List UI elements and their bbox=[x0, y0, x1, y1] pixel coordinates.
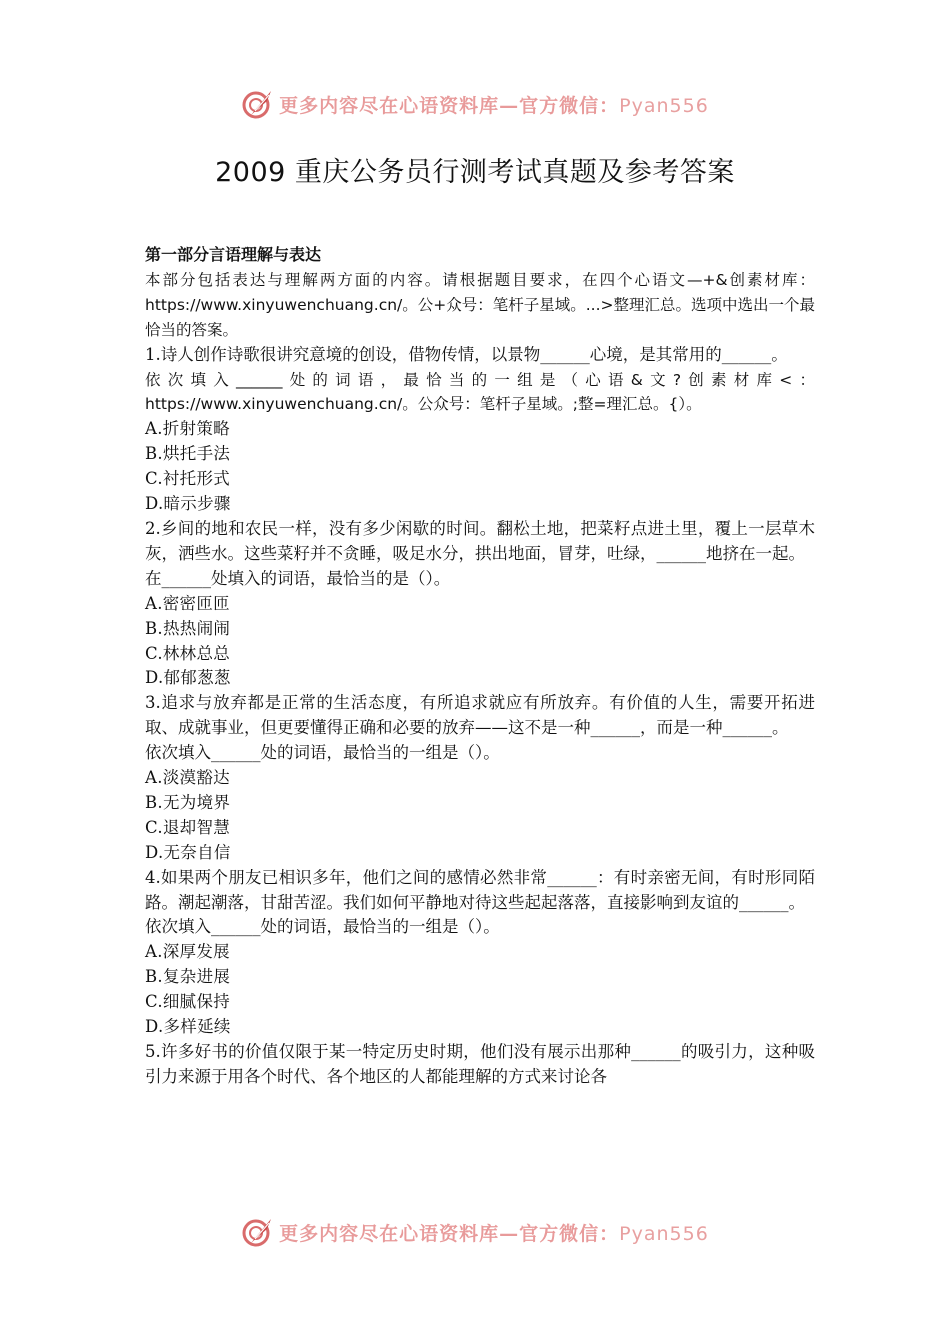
question-3-option-c: C.退却智慧 bbox=[145, 817, 231, 837]
question-2-option-a: A.密密匝匝 bbox=[145, 593, 230, 613]
section-intro: 本部分包括表达与理解两方面的内容。请根据题目要求，在四个心语文—+&创素材库：https://www.xinyuwenchuang.cn/。公+众号：笔杆子星域。...>整理汇总。选项中选出一个最恰当的答案。 bbox=[145, 270, 816, 339]
question-2-stem: 2.乡间的地和农民一样，没有多少闲歇的时间。翻松土地，把菜籽点进土里，覆上一层草木灰，洒些水。这些菜籽并不贪睡，吸足水分，拱出地面，冒芽，吐绿，______地挤在一起。 bbox=[145, 518, 815, 563]
question-1-option-b: B.烘托手法 bbox=[145, 444, 231, 464]
footer-banner-text: 更多内容尽在心语资料库—官方微信：Pyan556 bbox=[279, 1222, 709, 1245]
question-3-prompt: 依次填入______处的词语，最恰当的一组是（）。 bbox=[145, 743, 500, 763]
document-body bbox=[145, 243, 815, 1090]
document-title: 2009 重庆公务员行测考试真题及参考答案 bbox=[215, 157, 735, 188]
question-4-prompt: 依次填入______处的词语，最恰当的一组是（）。 bbox=[145, 917, 500, 937]
header-banner bbox=[0, 84, 950, 124]
header-banner-text: 更多内容尽在心语资料库—官方微信：Pyan556 bbox=[279, 94, 709, 117]
question-2-option-c: C.林林总总 bbox=[145, 643, 231, 663]
question-1-option-c: C.衬托形式 bbox=[145, 469, 231, 489]
question-4-option-a: A.深厚发展 bbox=[145, 942, 230, 962]
footer-banner bbox=[0, 1212, 950, 1252]
quill-pen-logo-icon bbox=[241, 1215, 275, 1249]
question-4-option-d: D.多样延续 bbox=[145, 1017, 231, 1037]
question-2-option-b: B.热热闹闹 bbox=[145, 618, 231, 638]
quill-pen-logo-icon bbox=[241, 87, 275, 121]
question-1-option-a: A.折射策略 bbox=[145, 419, 230, 439]
question-4-stem: 4.如果两个朋友已相识多年，他们之间的感情必然非常______：有时亲密无间，有时形同陌路。潮起潮落，甘甜苦涩。我们如何平静地对待这些起起落落，直接影响到友谊的______。 bbox=[145, 867, 815, 912]
question-2-prompt: 在______处填入的词语，最恰当的是（）。 bbox=[145, 568, 451, 588]
question-1-stem: 1.诗人创作诗歌很讲究意境的创设，借物传情，以景物______心境，是其常用的______。 bbox=[145, 344, 788, 364]
footer-wechat-id: Pyan556 bbox=[619, 1222, 709, 1245]
question-3-option-a: A.淡漠豁达 bbox=[145, 768, 230, 788]
question-3-stem: 3.追求与放弃都是正常的生活态度，有所追求就应有所放弃。有价值的人生，需要开拓进取、成就事业，但更要懂得正确和必要的放弃——这不是一种______，而是一种______。 bbox=[145, 693, 815, 738]
question-2-option-d: D.郁郁葱葱 bbox=[145, 668, 231, 688]
header-wechat-id: Pyan556 bbox=[619, 94, 709, 117]
question-5-stem: 5.许多好书的价值仅限于某一特定历史时期，他们没有展示出那种______的吸引力，这种吸引力来源于用各个时代、各个地区的人都能理解的方式来讨论各 bbox=[145, 1042, 815, 1086]
question-4-option-b: B.复杂进展 bbox=[145, 967, 231, 987]
question-1-option-d: D.暗示步骤 bbox=[145, 494, 231, 514]
question-4-option-c: C.细腻保持 bbox=[145, 992, 231, 1012]
section-heading: 第一部分言语理解与表达 bbox=[145, 245, 322, 264]
question-3-option-b: B.无为境界 bbox=[145, 792, 231, 812]
question-3-option-d: D.无奈自信 bbox=[145, 842, 231, 862]
question-1-prompt: 依次填入______处的词语，最恰当的一组是（心语&文?创素材库<：https://www.xinyuwenchuang.cn/。公众号：笔杆子星域。;整=理汇总。{）。 bbox=[145, 370, 815, 414]
